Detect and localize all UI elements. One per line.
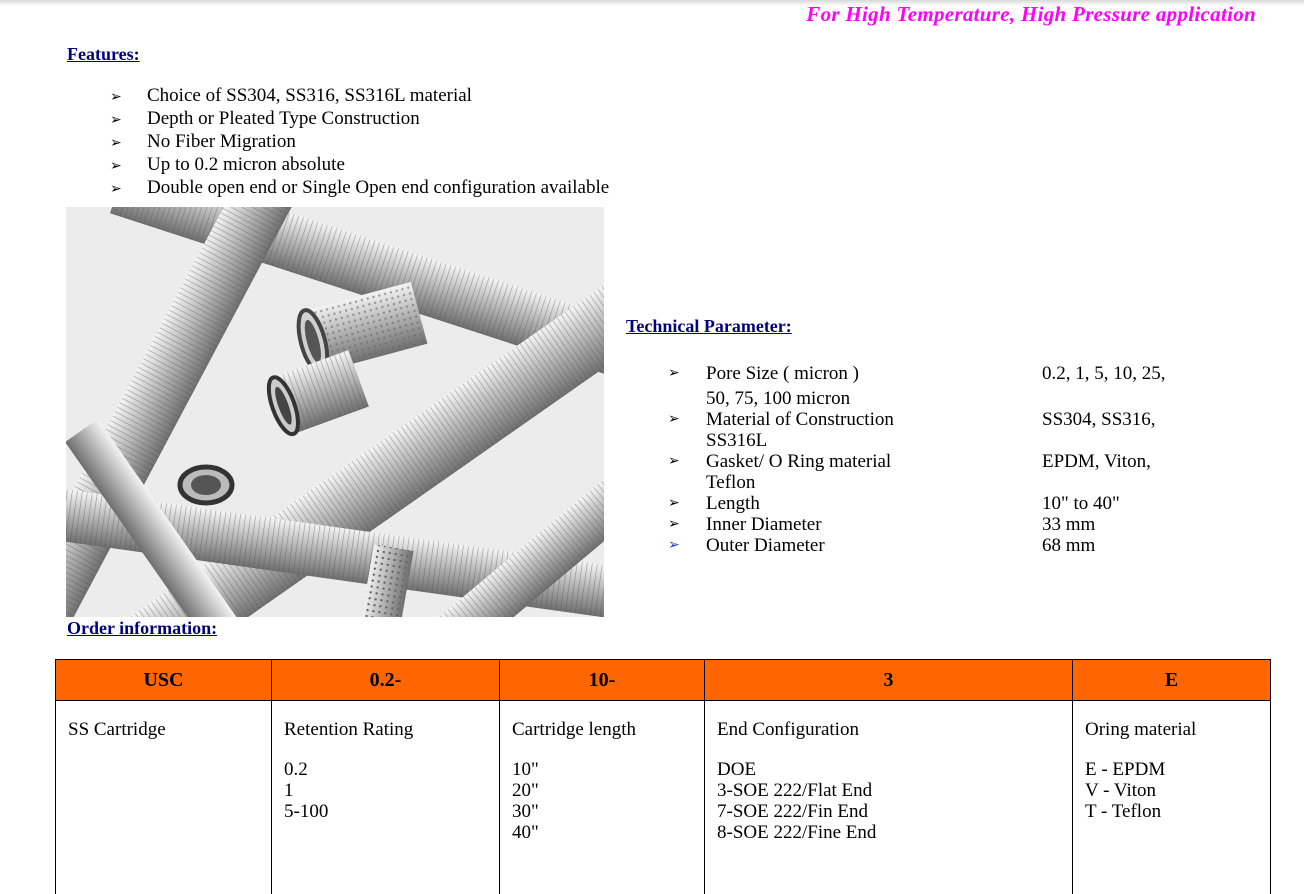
feature-item: ➢ Up to 0.2 micron absolute [110,154,609,177]
arrow-bullet-icon: ➢ [668,409,680,430]
param-value-continued: SS316L [706,430,767,451]
option-item: 30" [512,801,692,822]
arrow-bullet-icon: ➢ [110,110,147,131]
column-title: End Configuration [717,719,1060,740]
param-value-continued: 50, 75, 100 micron [706,388,850,409]
arrow-bullet-icon: ➢ [668,451,680,472]
param-value: SS304, SS316, [1042,409,1262,430]
option-item: 5-100 [284,801,487,822]
column-title: Retention Rating [284,719,487,740]
feature-item: ➢ No Fiber Migration [110,131,609,154]
code-cell: USC [56,660,272,701]
option-item: T - Teflon [1085,801,1258,822]
details-cell [705,701,1073,894]
option-item: 20" [512,780,692,801]
feature-item: ➢ Double open end or Single Open end configuration available [110,177,609,200]
option-item: 7-SOE 222/Fin End [717,801,1060,822]
technical-parameter-heading: Technical Parameter: [626,316,792,337]
features-heading: Features: [67,44,140,65]
option-item: E - EPDM [1085,759,1258,780]
arrow-bullet-icon: ➢ [110,87,147,108]
option-item: 0.2 [284,759,487,780]
column-title: SS Cartridge [68,719,259,740]
feature-item: ➢ Depth or Pleated Type Construction [110,108,609,131]
option-item: 8-SOE 222/Fine End [717,822,1060,843]
code-cell: 0.2- [272,660,500,701]
filter-cartridges-photo [66,207,604,617]
order-code-row [56,660,1271,701]
option-item: 3-SOE 222/Flat End [717,780,1060,801]
param-value: EPDM, Viton, [1042,451,1262,472]
arrow-bullet-icon: ➢ [110,133,147,154]
tagline: For High Temperature, High Pressure application [806,2,1256,27]
option-item: 1 [284,780,487,801]
arrow-bullet-icon: ➢ [668,363,680,384]
param-label: Outer Diameter [706,535,1006,556]
param-label: Inner Diameter [706,514,1006,535]
cartridges-illustration-icon [66,207,604,617]
param-label: Material of Construction [706,409,1006,430]
column-title: Oring material [1085,719,1258,740]
param-value: 0.2, 1, 5, 10, 25, [1042,363,1262,384]
arrow-bullet-icon: ➢ [110,156,147,177]
option-item: 40" [512,822,692,843]
order-details-row [56,701,1271,894]
option-item: 10" [512,759,692,780]
param-value: 10" to 40" [1042,493,1262,514]
code-cell: 3 [705,660,1073,701]
option-item: DOE [717,759,1060,780]
param-label: Gasket/ O Ring material [706,451,1006,472]
param-label: Length [706,493,1006,514]
feature-item: ➢ Choice of SS304, SS316, SS316L material [110,85,609,108]
arrow-bullet-icon: ➢ [668,493,680,514]
arrow-bullet-icon: ➢ [668,514,680,535]
column-title: Cartridge length [512,719,692,740]
param-value: 33 mm [1042,514,1262,535]
features-list [110,85,609,200]
code-cell: 10- [500,660,705,701]
order-information-heading: Order information: [67,618,217,639]
code-cell: E [1073,660,1271,701]
order-information-table [55,659,1271,894]
details-cell [1073,701,1271,894]
details-cell [500,701,705,894]
arrow-bullet-icon: ➢ [668,535,680,556]
param-label: Pore Size ( micron ) [706,363,1006,384]
param-value: 68 mm [1042,535,1262,556]
details-cell [56,701,272,894]
option-item: V - Viton [1085,780,1258,801]
arrow-bullet-icon: ➢ [110,179,147,200]
param-value-continued: Teflon [706,472,755,493]
details-cell [272,701,500,894]
